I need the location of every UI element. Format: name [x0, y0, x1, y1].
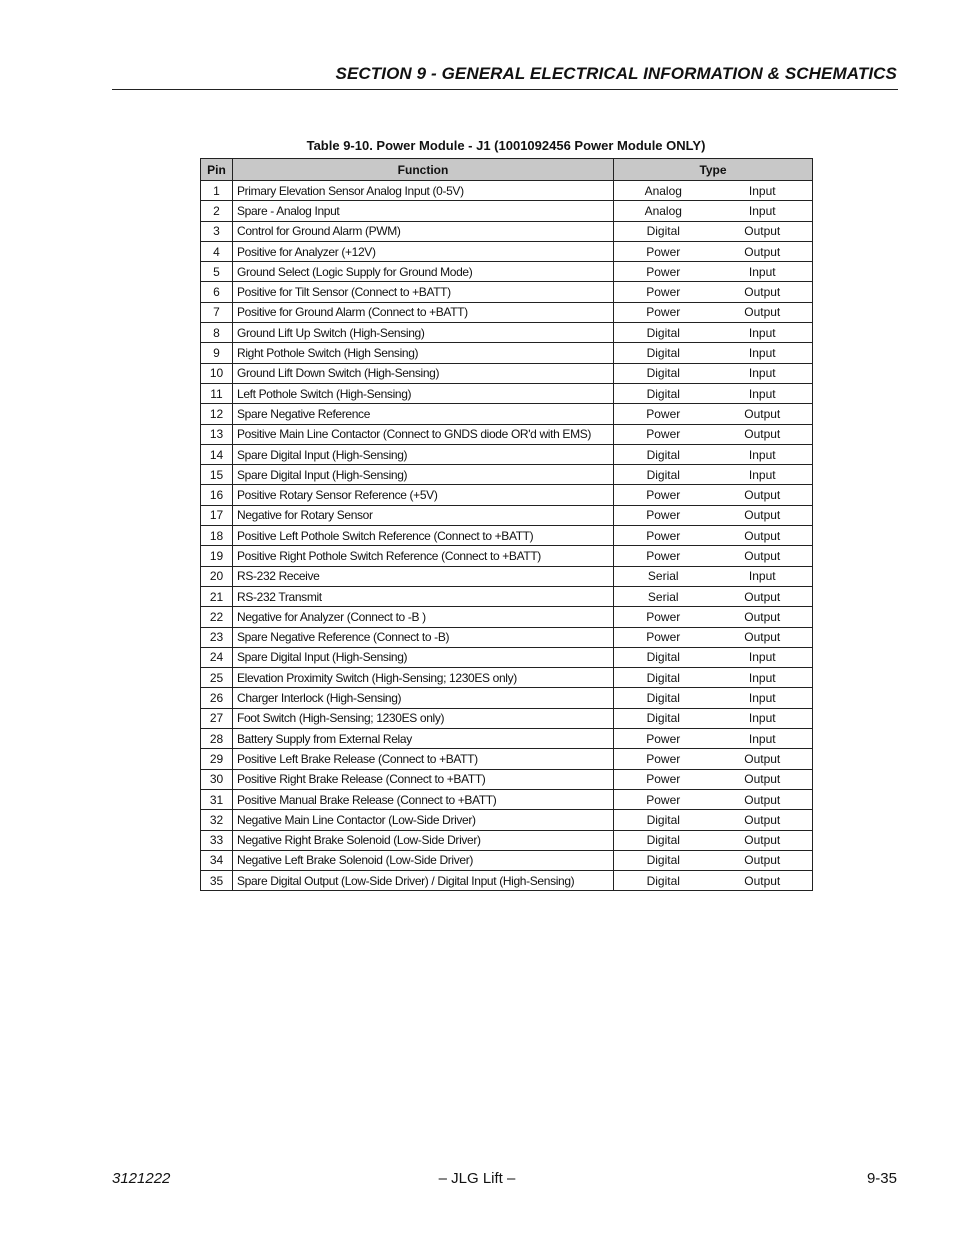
table-row — [201, 830, 813, 850]
function-cell: Elevation Proximity Switch (High-Sensing; 1230ES only) — [233, 668, 614, 688]
type-cell: Digital — [614, 688, 713, 708]
table-row — [201, 607, 813, 627]
column-header-pin: Pin — [201, 159, 233, 181]
table-body — [201, 181, 813, 891]
type-cell: Digital — [614, 343, 713, 363]
table-row — [201, 566, 813, 586]
pin-cell: 24 — [201, 647, 233, 667]
function-cell: Primary Elevation Sensor Analog Input (0-5V) — [233, 181, 614, 201]
type-cell: Power — [614, 769, 713, 789]
direction-cell: Input — [713, 383, 813, 403]
pin-cell: 31 — [201, 789, 233, 809]
table-row — [201, 241, 813, 261]
direction-cell: Output — [713, 607, 813, 627]
function-cell: Negative Right Brake Solenoid (Low-Side Driver) — [233, 830, 614, 850]
direction-cell: Input — [713, 343, 813, 363]
type-cell: Power — [614, 505, 713, 525]
direction-cell: Output — [713, 830, 813, 850]
type-cell: Power — [614, 729, 713, 749]
table-row — [201, 302, 813, 322]
direction-cell: Output — [713, 586, 813, 606]
document-number: 3121222 — [112, 1170, 171, 1187]
direction-cell: Input — [713, 465, 813, 485]
type-cell: Power — [614, 607, 713, 627]
table-row — [201, 505, 813, 525]
function-cell: Spare Digital Input (High-Sensing) — [233, 647, 614, 667]
table-row — [201, 363, 813, 383]
function-cell: RS-232 Receive — [233, 566, 614, 586]
pin-cell: 5 — [201, 262, 233, 282]
function-cell: Positive Right Pothole Switch Reference (Connect to +BATT) — [233, 546, 614, 566]
function-cell: RS-232 Transmit — [233, 586, 614, 606]
pin-cell: 17 — [201, 505, 233, 525]
type-cell: Power — [614, 241, 713, 261]
pin-cell: 18 — [201, 526, 233, 546]
table-row — [201, 383, 813, 403]
table-row — [201, 789, 813, 809]
type-cell: Digital — [614, 850, 713, 870]
function-cell: Positive Left Pothole Switch Reference (Connect to +BATT) — [233, 526, 614, 546]
pin-cell: 28 — [201, 729, 233, 749]
direction-cell: Input — [713, 444, 813, 464]
table-row — [201, 647, 813, 667]
type-cell: Digital — [614, 668, 713, 688]
direction-cell: Output — [713, 526, 813, 546]
type-cell: Power — [614, 282, 713, 302]
table-row — [201, 262, 813, 282]
function-cell: Ground Lift Down Switch (High-Sensing) — [233, 363, 614, 383]
table-row — [201, 810, 813, 830]
pin-cell: 29 — [201, 749, 233, 769]
direction-cell: Output — [713, 850, 813, 870]
type-cell: Power — [614, 424, 713, 444]
pin-cell: 27 — [201, 708, 233, 728]
pin-cell: 4 — [201, 241, 233, 261]
pin-cell: 16 — [201, 485, 233, 505]
type-cell: Serial — [614, 586, 713, 606]
type-cell: Power — [614, 485, 713, 505]
table-row — [201, 221, 813, 241]
direction-cell: Input — [713, 181, 813, 201]
type-cell: Digital — [614, 383, 713, 403]
table-row — [201, 871, 813, 891]
direction-cell: Output — [713, 871, 813, 891]
type-cell: Power — [614, 262, 713, 282]
pin-cell: 20 — [201, 566, 233, 586]
pin-cell: 26 — [201, 688, 233, 708]
function-cell: Spare - Analog Input — [233, 201, 614, 221]
table-header-row — [201, 159, 813, 181]
table-row — [201, 323, 813, 343]
table-row — [201, 850, 813, 870]
table-row — [201, 729, 813, 749]
type-cell: Power — [614, 789, 713, 809]
type-cell: Power — [614, 749, 713, 769]
table-row — [201, 627, 813, 647]
function-cell: Control for Ground Alarm (PWM) — [233, 221, 614, 241]
direction-cell: Output — [713, 505, 813, 525]
function-cell: Right Pothole Switch (High Sensing) — [233, 343, 614, 363]
function-cell: Positive Main Line Contactor (Connect to GNDS diode OR'd with EMS) — [233, 424, 614, 444]
pin-cell: 8 — [201, 323, 233, 343]
type-cell: Serial — [614, 566, 713, 586]
pin-cell: 32 — [201, 810, 233, 830]
function-cell: Negative for Rotary Sensor — [233, 505, 614, 525]
table-row — [201, 404, 813, 424]
pin-cell: 2 — [201, 201, 233, 221]
table-row — [201, 485, 813, 505]
pin-cell: 3 — [201, 221, 233, 241]
pin-cell: 30 — [201, 769, 233, 789]
function-cell: Left Pothole Switch (High-Sensing) — [233, 383, 614, 403]
table-row — [201, 708, 813, 728]
table-row — [201, 465, 813, 485]
direction-cell: Output — [713, 404, 813, 424]
table-row — [201, 444, 813, 464]
direction-cell: Output — [713, 627, 813, 647]
direction-cell: Input — [713, 201, 813, 221]
pin-cell: 7 — [201, 302, 233, 322]
direction-cell: Output — [713, 221, 813, 241]
function-cell: Negative Left Brake Solenoid (Low-Side Driver) — [233, 850, 614, 870]
type-cell: Digital — [614, 444, 713, 464]
pin-cell: 12 — [201, 404, 233, 424]
direction-cell: Output — [713, 546, 813, 566]
function-cell: Positive Rotary Sensor Reference (+5V) — [233, 485, 614, 505]
pin-cell: 9 — [201, 343, 233, 363]
function-cell: Positive for Tilt Sensor (Connect to +BATT) — [233, 282, 614, 302]
function-cell: Ground Select (Logic Supply for Ground Mode) — [233, 262, 614, 282]
function-cell: Positive Manual Brake Release (Connect to +BATT) — [233, 789, 614, 809]
direction-cell: Output — [713, 749, 813, 769]
type-cell: Digital — [614, 830, 713, 850]
function-cell: Battery Supply from External Relay — [233, 729, 614, 749]
pin-cell: 22 — [201, 607, 233, 627]
type-cell: Power — [614, 302, 713, 322]
pin-cell: 19 — [201, 546, 233, 566]
direction-cell: Output — [713, 302, 813, 322]
type-cell: Digital — [614, 363, 713, 383]
type-cell: Digital — [614, 465, 713, 485]
direction-cell: Output — [713, 485, 813, 505]
direction-cell: Input — [713, 647, 813, 667]
direction-cell: Input — [713, 688, 813, 708]
pin-cell: 23 — [201, 627, 233, 647]
type-cell: Digital — [614, 647, 713, 667]
table-row — [201, 769, 813, 789]
function-cell: Positive Left Brake Release (Connect to +BATT) — [233, 749, 614, 769]
table-row — [201, 749, 813, 769]
type-cell: Analog — [614, 181, 713, 201]
pin-cell: 15 — [201, 465, 233, 485]
direction-cell: Input — [713, 323, 813, 343]
type-cell: Power — [614, 627, 713, 647]
pin-cell: 21 — [201, 586, 233, 606]
type-cell: Digital — [614, 810, 713, 830]
direction-cell: Input — [713, 363, 813, 383]
column-header-type: Type — [614, 159, 813, 181]
type-cell: Analog — [614, 201, 713, 221]
direction-cell: Input — [713, 262, 813, 282]
function-cell: Spare Digital Output (Low-Side Driver) / Digital Input (High-Sensing) — [233, 871, 614, 891]
pin-cell: 6 — [201, 282, 233, 302]
type-cell: Power — [614, 526, 713, 546]
function-cell: Spare Negative Reference — [233, 404, 614, 424]
direction-cell: Output — [713, 424, 813, 444]
pin-cell: 1 — [201, 181, 233, 201]
table-row — [201, 424, 813, 444]
pin-cell: 35 — [201, 871, 233, 891]
publisher-label: – JLG Lift – — [438, 1170, 516, 1187]
pin-cell: 33 — [201, 830, 233, 850]
pin-cell: 11 — [201, 383, 233, 403]
table-row — [201, 546, 813, 566]
function-cell: Positive for Ground Alarm (Connect to +BATT) — [233, 302, 614, 322]
function-cell: Spare Digital Input (High-Sensing) — [233, 444, 614, 464]
function-cell: Foot Switch (High-Sensing; 1230ES only) — [233, 708, 614, 728]
header-divider — [112, 89, 898, 90]
function-cell: Spare Digital Input (High-Sensing) — [233, 465, 614, 485]
pin-cell: 25 — [201, 668, 233, 688]
table-row — [201, 526, 813, 546]
table-row — [201, 181, 813, 201]
table-row — [201, 586, 813, 606]
function-cell: Ground Lift Up Switch (High-Sensing) — [233, 323, 614, 343]
table-row — [201, 668, 813, 688]
function-cell: Negative Main Line Contactor (Low-Side Driver) — [233, 810, 614, 830]
function-cell: Spare Negative Reference (Connect to -B) — [233, 627, 614, 647]
type-cell: Digital — [614, 871, 713, 891]
direction-cell: Input — [713, 708, 813, 728]
section-title: SECTION 9 - GENERAL ELECTRICAL INFORMATION & SCHEMATICS — [335, 64, 897, 83]
function-cell: Charger Interlock (High-Sensing) — [233, 688, 614, 708]
direction-cell: Output — [713, 810, 813, 830]
pin-cell: 10 — [201, 363, 233, 383]
type-cell: Digital — [614, 708, 713, 728]
function-cell: Negative for Analyzer (Connect to -B ) — [233, 607, 614, 627]
table-row — [201, 343, 813, 363]
direction-cell: Output — [713, 282, 813, 302]
type-cell: Power — [614, 546, 713, 566]
type-cell: Digital — [614, 221, 713, 241]
table-row — [201, 688, 813, 708]
direction-cell: Input — [713, 668, 813, 688]
direction-cell: Output — [713, 241, 813, 261]
table-row — [201, 201, 813, 221]
column-header-function: Function — [233, 159, 614, 181]
direction-cell: Output — [713, 789, 813, 809]
table-caption: Table 9-10. Power Module - J1 (1001092456 Power Module ONLY) — [306, 138, 706, 153]
pin-cell: 14 — [201, 444, 233, 464]
pin-cell: 13 — [201, 424, 233, 444]
direction-cell: Input — [713, 729, 813, 749]
pin-cell: 34 — [201, 850, 233, 870]
function-cell: Positive Right Brake Release (Connect to +BATT) — [233, 769, 614, 789]
type-cell: Digital — [614, 323, 713, 343]
page-number: 9-35 — [866, 1170, 897, 1187]
type-cell: Power — [614, 404, 713, 424]
direction-cell: Output — [713, 769, 813, 789]
table-row — [201, 282, 813, 302]
direction-cell: Input — [713, 566, 813, 586]
power-module-pin-table — [200, 158, 813, 891]
function-cell: Positive for Analyzer (+12V) — [233, 241, 614, 261]
